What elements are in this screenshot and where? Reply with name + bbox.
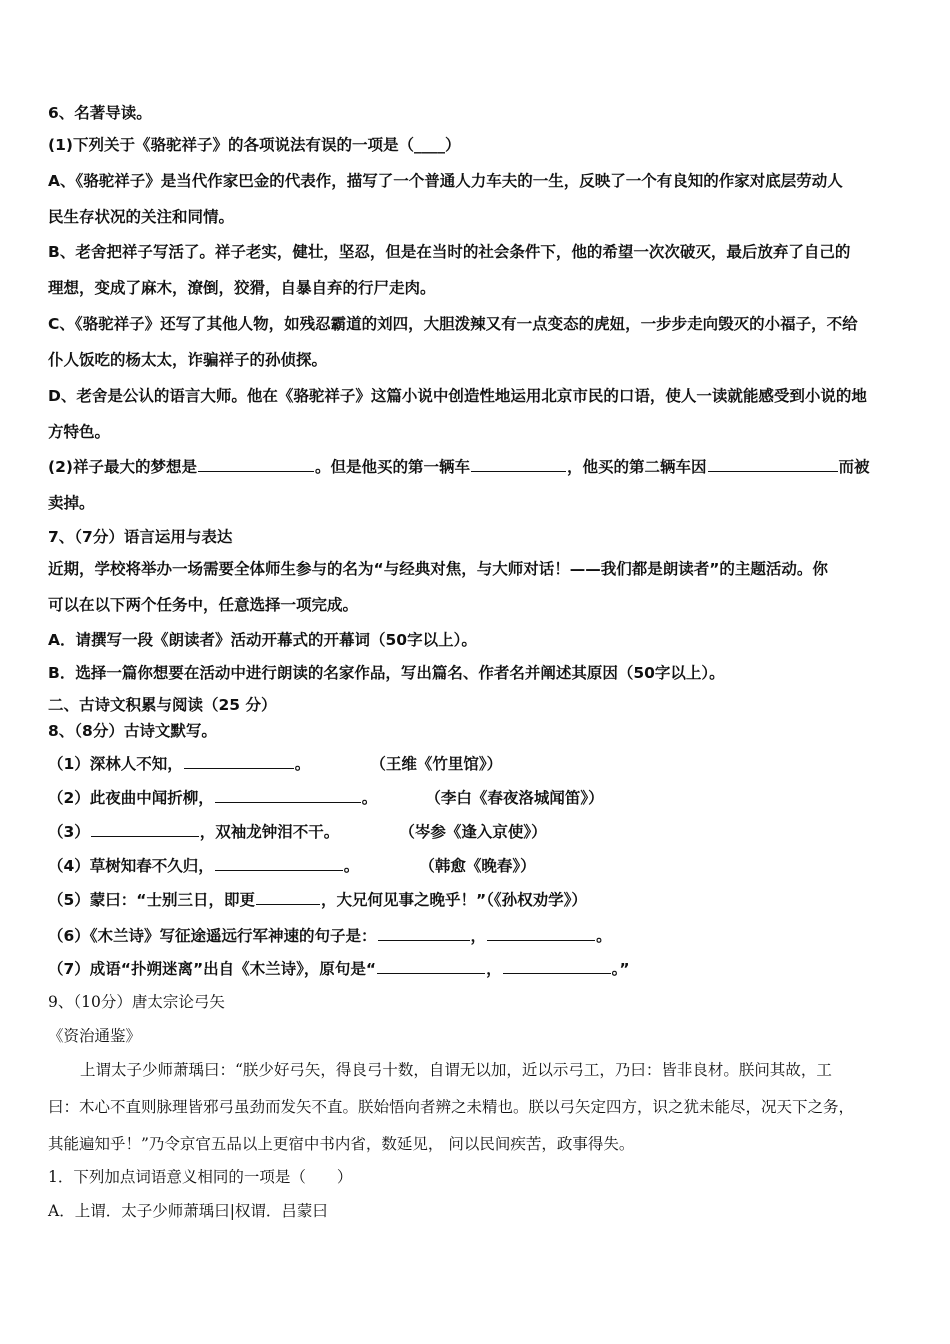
q8-line2: [48, 787, 908, 809]
q8-l2-text: （2）此夜曲中闻折柳，: [48, 789, 214, 807]
q6-title: 6、名著导读。: [48, 104, 152, 122]
q6-sub2-line1: [48, 456, 908, 478]
q7-task-b: B．选择一篇你想要在活动中进行朗读的名家作品，写出篇名、作者名并阐述其原因（50字以上）。: [48, 664, 725, 682]
q8-l4-source: （韩愈《晚春》）: [419, 857, 536, 875]
q9-passage-line1: 上谓太子少师萧瑀曰：“朕少好弓矢，得良弓十数，自谓无以加，近以示弓工，乃曰：皆非良材。朕问其故，工: [80, 1061, 832, 1079]
q6-optA-line2: 民生存状况的关注和同情。: [48, 208, 235, 226]
q6-optD-line2: 方特色。: [48, 423, 111, 441]
q8-l1-end: 。: [294, 755, 311, 773]
q9-passage-line3: 其能遍知乎！”乃令京官五品以上更宿中书内省，数延见， 问以民间疾苦，政事得失。: [48, 1135, 635, 1153]
q6-optD-line1: D、老舍是公认的语言大师。他在《骆驼祥子》这篇小说中创造性地运用北京市民的口语，使人一读就能感受到小说的地: [48, 387, 867, 405]
answer-blank[interactable]: [198, 456, 314, 472]
q8-l7-comma: ，: [486, 960, 502, 978]
q8-l6-end: 。: [596, 927, 612, 945]
q8-l6-comma: ，: [470, 927, 487, 945]
q7-intro-line1: 近期，学校将举办一场需要全体师生参与的名为“与经典对焦，与大师对话！——我们都是朗读者”的主题活动。你: [48, 560, 828, 578]
q8-line6: [48, 925, 908, 947]
section2-title: 二、古诗文积累与阅读（25 分）: [48, 696, 277, 714]
q8-l6-text: （6）《木兰诗》写征途遥远行军神速的句子是：: [48, 927, 377, 945]
answer-blank[interactable]: [503, 958, 611, 974]
q6-optC-line1: C、《骆驼祥子》还写了其他人物，如残忍霸道的刘四，大胆泼辣又有一点变态的虎妞，一步步走向毁灭的小福子，不给: [48, 315, 858, 333]
q8-title: 8、（8分）古诗文默写。: [48, 722, 217, 740]
q9-source: 《资治通鉴》: [48, 1027, 142, 1045]
q6-optC-line2: 仆人饭吃的杨太太，诈骗祥子的孙侦探。: [48, 351, 328, 369]
q8-l3-source: （岑参《逢入京使》）: [399, 823, 547, 841]
answer-blank[interactable]: [377, 958, 485, 974]
q7-task-a: A．请撰写一段《朗读者》活动开幕式的开幕词（50字以上）。: [48, 631, 477, 649]
q6-sub1: (1)下列关于《骆驼祥子》的各项说法有误的一项是（____）: [48, 136, 461, 154]
q8-l3-text: （3）: [48, 823, 90, 841]
q8-l5-end: ，大兄何见事之晚乎！”（《孙权劝学》）: [320, 891, 587, 909]
q6-sub2-text-c: ，他买的第二辆车因: [566, 458, 707, 476]
q8-l1-text: （1）深林人不知，: [48, 755, 183, 773]
q7-title: 7、（7分）语言运用与表达: [48, 528, 233, 546]
answer-blank[interactable]: [471, 456, 566, 472]
q9-passage-line2: 曰：木心不直则脉理皆邪弓虽劲而发矢不直。朕始悟向者辨之未精也。朕以弓矢定四方，识之犹未能尽，况天下之务，: [48, 1098, 855, 1116]
q8-line5: [48, 889, 908, 911]
q8-l7-text: （7）成语“扑朔迷离”出自《木兰诗》，原句是“: [48, 960, 377, 978]
q8-line4: [48, 855, 908, 877]
q6-sub2-text-b: 。但是他买的第一辆车: [314, 458, 470, 476]
q8-l2-source: （李白《春夜洛城闻笛》）: [425, 789, 604, 807]
q9-question1-option-a: A．上谓．太子少师萧瑀曰|权谓．吕蒙曰: [48, 1202, 328, 1220]
q8-l4-end: 。: [343, 857, 360, 875]
q7-intro-line2: 可以在以下两个任务中，任意选择一项完成。: [48, 596, 359, 614]
q8-l4-text: （4）草树知春不久归，: [48, 857, 214, 875]
q8-l7-end: 。”: [611, 960, 630, 978]
answer-blank[interactable]: [184, 753, 294, 769]
q6-sub2-line2: 卖掉。: [48, 494, 95, 512]
q6-optA-line1: A、《骆驼祥子》是当代作家巴金的代表作，描写了一个普通人力车夫的一生，反映了一个有良知的作家对底层劳动人: [48, 172, 843, 190]
answer-blank[interactable]: [256, 889, 320, 905]
q9-question1: 1．下列加点词语意义相同的一项是（ ）: [48, 1168, 353, 1186]
answer-blank[interactable]: [708, 456, 838, 472]
q8-l2-end: 。: [361, 789, 378, 807]
q6-sub2-text-a: (2)祥子最大的梦想是: [48, 458, 197, 476]
q8-line7: [48, 958, 908, 980]
q8-l1-source: （王维《竹里馆》）: [370, 755, 503, 773]
q8-l5-text: （5）蒙曰：“士别三日，即更: [48, 891, 255, 909]
q8-l3-end: ，双袖龙钟泪不干。: [199, 823, 340, 841]
answer-blank[interactable]: [378, 925, 470, 941]
q6-optB-line1: B、老舍把祥子写活了。祥子老实，健壮，坚忍，但是在当时的社会条件下，他的希望一次次破灭，最后放弃了自己的: [48, 243, 851, 261]
q8-line3: [48, 821, 908, 843]
q6-optB-line2: 理想，变成了麻木，潦倒，狡猾，自暴自弃的行尸走肉。: [48, 279, 436, 297]
answer-blank[interactable]: [487, 925, 595, 941]
answer-blank[interactable]: [91, 821, 199, 837]
q6-sub2-text-d: 而被: [838, 458, 870, 476]
answer-blank[interactable]: [215, 855, 343, 871]
q9-title: 9、（10分）唐太宗论弓矢: [48, 993, 225, 1011]
q8-line1: [48, 753, 908, 775]
answer-blank[interactable]: [215, 787, 361, 803]
